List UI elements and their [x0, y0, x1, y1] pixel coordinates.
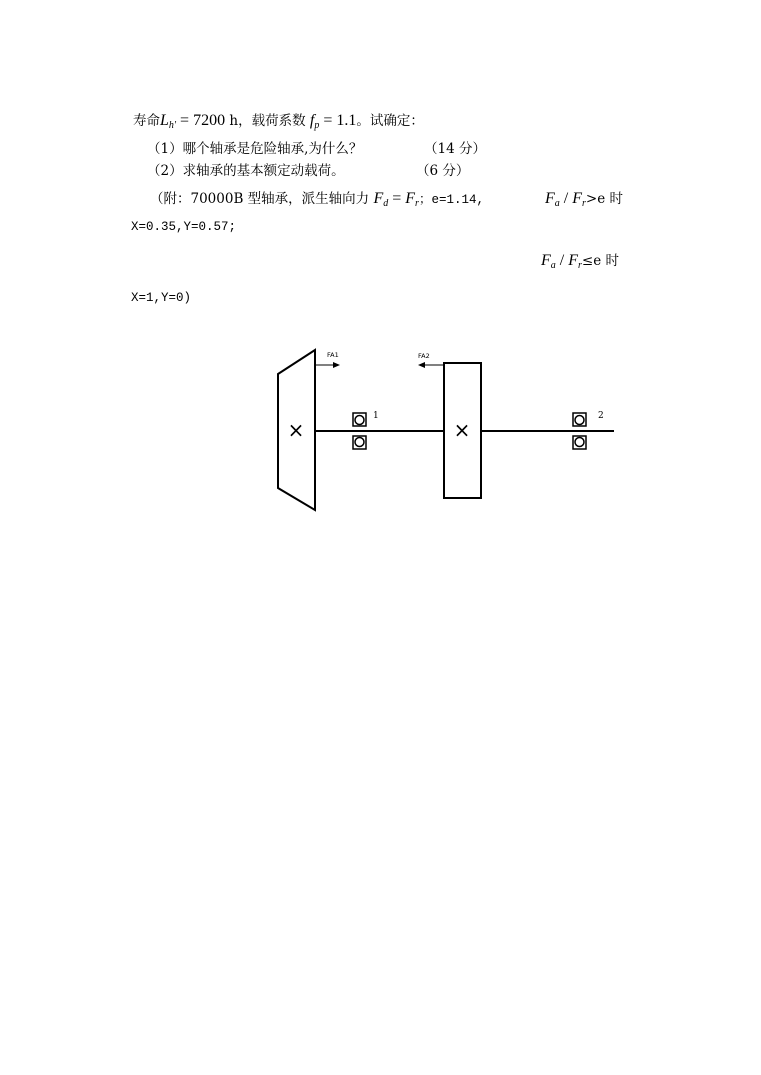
- Fr-subscript-2: r: [582, 198, 586, 209]
- Fd-symbol: F: [373, 190, 384, 207]
- xy-values-2: X=1,Y=0): [131, 291, 192, 305]
- Fa-subscript: a: [554, 198, 560, 209]
- lifetime-value: = 7200: [176, 112, 226, 129]
- L-subscript: h': [168, 120, 177, 131]
- Fd-subscript: d: [383, 198, 389, 209]
- unit-text: h，载荷系数: [225, 113, 310, 129]
- Fa-subscript-3: a: [550, 260, 556, 271]
- Fr-subscript-3: r: [578, 260, 582, 271]
- Fa-symbol-3: F: [541, 252, 551, 269]
- Fr-symbol: F: [405, 190, 416, 207]
- f-subscript: p: [314, 120, 320, 131]
- question-1-text: （1）哪个轴承是危险轴承,为什么？: [147, 141, 363, 157]
- slash: /: [559, 190, 573, 207]
- L-symbol: L: [160, 112, 169, 129]
- fa1-label: FA1: [327, 351, 339, 359]
- load-factor-value: = 1.1: [319, 112, 357, 129]
- Fr-subscript: r: [415, 198, 419, 209]
- bearing-1-label: 1: [373, 411, 379, 421]
- question-2-text: （2）求轴承的基本额定动载荷。: [147, 163, 345, 179]
- Fr-symbol-3: F: [568, 252, 579, 269]
- f-symbol: f: [309, 112, 315, 129]
- bevel-gear-mark: ×: [287, 418, 305, 442]
- fa1-arrowhead: [333, 362, 340, 368]
- fa2-arrowhead: [418, 362, 425, 368]
- condition-1-text: >e 时: [585, 191, 624, 207]
- question-1-score: （14 分）: [424, 141, 486, 157]
- lifetime-label: 寿命: [133, 113, 160, 129]
- xy-values-1: X=0.35,Y=0.57;: [131, 220, 237, 234]
- condition-2-text: ≤e 时: [581, 253, 620, 269]
- equals-sign: =: [388, 190, 406, 207]
- bearing-2-label: 2: [598, 411, 604, 421]
- Fa-symbol: F: [545, 190, 555, 207]
- question-2-score: （6 分）: [416, 163, 470, 179]
- Fr-symbol-2: F: [572, 190, 583, 207]
- fa2-label: FA2: [418, 352, 430, 360]
- slash-2: /: [555, 252, 569, 269]
- given-suffix: 。试确定：: [356, 113, 424, 129]
- e-value: ；e=1.14,: [418, 193, 484, 207]
- spur-gear-mark: ×: [453, 418, 471, 442]
- note-prefix: （附：70000B 型轴承，派生轴向力: [150, 191, 374, 207]
